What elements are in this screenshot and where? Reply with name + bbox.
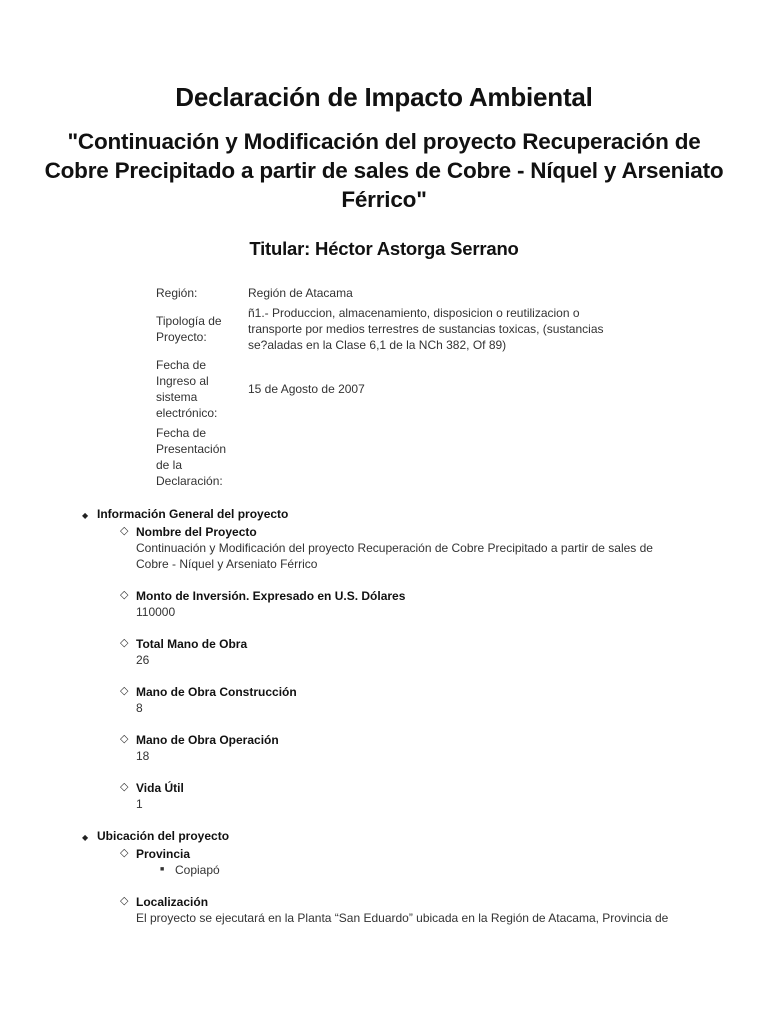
bullet-circle-icon: ◇ (120, 733, 129, 745)
construccion-value: 8 (136, 701, 143, 715)
provincia-value: Copiapó (175, 863, 220, 877)
localizacion-value: El proyecto se ejecutará en la Planta “San Eduardo” ubicada en la Región de Atacama, Provincia de (136, 911, 669, 925)
tipologia-value: ñ1.- Produccion, almacenamiento, disposicion o reutilizacion o transporte por medios terrestres de sustancias toxicas, (sustancias se?aladas en la Clase 6,1 de la NCh 382, Of 89) (248, 306, 604, 352)
tipologia-label: Tipología de Proyecto: (156, 314, 222, 344)
section-ubicacion-label: Ubicación del proyecto (97, 829, 230, 843)
monto-label: Monto de Inversión. Expresado en U.S. Dólares (136, 589, 406, 603)
section-general (0, 506, 768, 522)
ingreso-label: Fecha de Ingreso al sistema electrónico: (156, 358, 218, 420)
section-general-label: Información General del proyecto (97, 507, 289, 521)
ingreso-value: 15 de Agosto de 2007 (248, 382, 365, 396)
item-mano-obra-operacion (0, 732, 768, 764)
document-title: Declaración de Impacto Ambiental (175, 82, 593, 112)
total-value: 26 (136, 653, 150, 667)
localizacion-label: Localización (136, 895, 209, 909)
provincia-item (0, 862, 768, 878)
presentacion-value (240, 423, 612, 491)
meta-row-presentacion (152, 423, 612, 491)
vida-value: 1 (136, 797, 143, 811)
meta-row-region (152, 283, 612, 303)
bullet-circle-icon: ◇ (120, 525, 129, 537)
operacion-label: Mano de Obra Operación (136, 733, 279, 747)
presentacion-label: Fecha de Presentación de la Declaración: (156, 426, 227, 488)
project-title: "Continuación y Modificación del proyecto Recuperación de Cobre Precipitado a partir de sales de Cobre - Níquel y Arseniato Férrico" (44, 129, 724, 212)
item-nombre (0, 524, 768, 572)
provincia-label: Provincia (136, 847, 191, 861)
section-ubicacion (0, 828, 768, 844)
item-total-mano-obra (0, 636, 768, 668)
region-label: Región: (156, 286, 198, 300)
bullet-circle-icon: ◇ (120, 847, 129, 859)
vida-label: Vida Útil (136, 781, 184, 795)
meta-row-ingreso (152, 355, 612, 423)
item-vida-util (0, 780, 768, 812)
bullet-circle-icon: ◇ (120, 895, 129, 907)
bullet-disc-icon: ◆ (82, 833, 89, 842)
monto-value: 110000 (136, 605, 176, 619)
titular-heading: Titular: Héctor Astorga Serrano (249, 238, 519, 259)
bullet-disc-icon: ◆ (82, 511, 89, 520)
construccion-label: Mano de Obra Construcción (136, 685, 297, 699)
total-label: Total Mano de Obra (136, 637, 248, 651)
bullet-circle-icon: ◇ (120, 685, 129, 697)
item-mano-obra-construccion (0, 684, 768, 716)
bullet-circle-icon: ◇ (120, 781, 129, 793)
project-metadata-table (152, 283, 612, 491)
region-value: Región de Atacama (248, 286, 353, 300)
bullet-circle-icon: ◇ (120, 637, 129, 649)
bullet-circle-icon: ◇ (120, 589, 129, 601)
nombre-value: Continuación y Modificación del proyecto Recuperación de Cobre Precipitado a partir de sales de Cobre - Níquel y Arseniato Férrico (136, 541, 653, 571)
operacion-value: 18 (136, 749, 150, 763)
item-provincia (0, 846, 768, 878)
item-localizacion (0, 894, 768, 926)
project-details-list (0, 506, 768, 942)
bullet-square-icon: ■ (160, 866, 165, 873)
item-monto (0, 588, 768, 620)
meta-row-tipologia (152, 303, 612, 355)
nombre-label: Nombre del Proyecto (136, 525, 257, 539)
